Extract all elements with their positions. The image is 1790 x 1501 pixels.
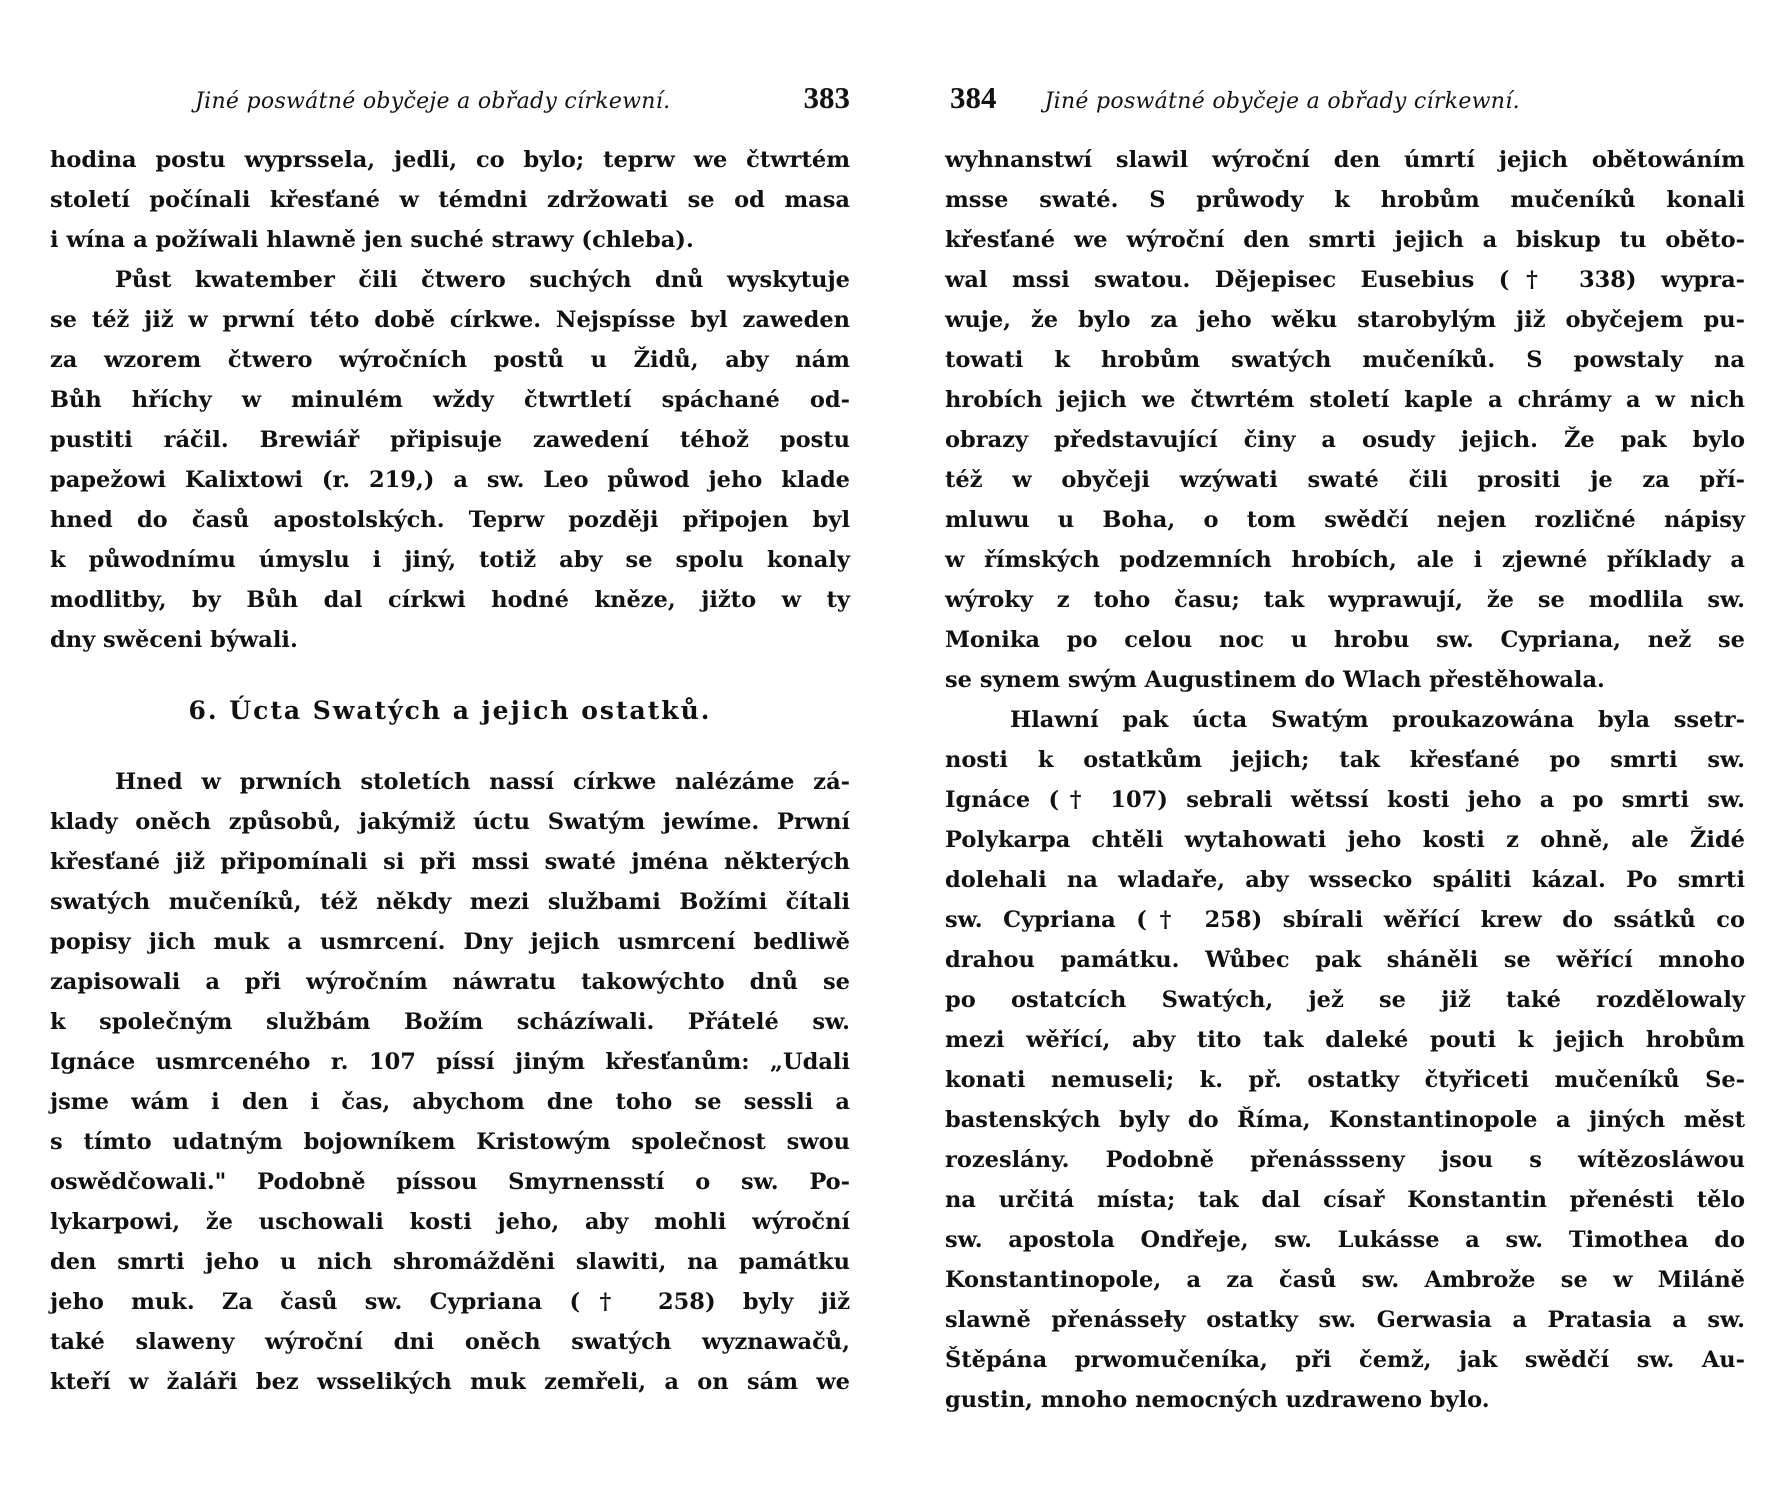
- text-line: papežowi Kalixtowi (r. 219,) a sw. Leo půwod jeho klade: [50, 467, 850, 493]
- page-number: 383: [803, 80, 850, 115]
- text-line: k půwodnímu úmyslu i jiný, totiž aby se spolu konaly: [50, 547, 850, 573]
- text-line: Konstantinopole, a za časů sw. Ambrože se w Miláně: [945, 1267, 1745, 1293]
- text-line: oswědčowali." Podobně píssou Smyrnensstí o sw. Po-: [50, 1169, 850, 1195]
- left-page-header: [195, 80, 850, 120]
- text-line: klady oněch způsobů, jakýmiž úctu Swatým jewíme. Prwní: [50, 809, 850, 835]
- text-line: století počínali křesťané w témdni zdržowati se od masa: [50, 187, 850, 213]
- text-line: se též již w prwní této době církwe. Nejspísse byl zaweden: [50, 307, 850, 333]
- text-line: Štěpána prwomučeníka, při čemž, jak swědčí sw. Au-: [945, 1347, 1745, 1373]
- text-line: k společným službám Božím scházíwali. Přátelé sw.: [50, 1009, 850, 1035]
- text-line: mluwu u Boha, o tom swědčí nejen rozličné nápisy: [945, 507, 1745, 533]
- text-line: Ignáce († 107) sebrali wětssí kosti jeho a po smrti sw.: [945, 787, 1745, 813]
- right-page-header: [950, 80, 1640, 120]
- text-line: Bůh hříchy w minulém wždy čtwrtletí spáchané od-: [50, 387, 850, 413]
- text-line: mezi wěřící, aby tito tak daleké pouti k jejich hrobům: [945, 1027, 1745, 1053]
- text-line: Monika po celou noc u hrobu sw. Cypriana, než se: [945, 627, 1745, 653]
- text-line: swatých mučeníků, též někdy mezi službami Božími čítali: [50, 889, 850, 915]
- text-line: msse swaté. S průwody k hrobům mučeníků konali: [945, 187, 1745, 213]
- text-line: po ostatcích Swatých, jež se již také rozdělowaly: [945, 987, 1745, 1013]
- text-line: popisy jich muk a usmrcení. Dny jejich usmrcení bedliwě: [50, 929, 850, 955]
- text-line: rozeslány. Podobně přenássseny jsou s wítězosláwou: [945, 1147, 1745, 1173]
- text-line: drahou památku. Wůbec pak sháněli se wěřící mnoho: [945, 947, 1745, 973]
- text-line: i wína a požíwali hlawně jen suché strawy (chleba).: [50, 227, 694, 253]
- text-line: Hned w prwních stoletích nassí církwe nalézáme zá-: [115, 769, 850, 795]
- text-line: wýroky z toho času; tak wyprawují, že se modlila sw.: [945, 587, 1745, 613]
- text-line: dny swěceni býwali.: [50, 627, 298, 653]
- text-line: též w obyčeji wzýwati swaté čili prositi je za pří-: [945, 467, 1745, 493]
- left-page-body: [50, 140, 850, 1402]
- text-line: w římských podzemních hrobích, ale i zjewné příklady a: [945, 547, 1745, 573]
- text-line: modlitby, by Bůh dal církwi hodné kněze, jižto w ty: [50, 587, 850, 613]
- text-line: gustin, mnoho nemocných uzdraweno bylo.: [945, 1387, 1490, 1413]
- text-line: obrazy představující činy a osudy jejich. Že pak bylo: [945, 427, 1745, 453]
- text-line: nosti k ostatkům jejich; tak křesťané po smrti sw.: [945, 747, 1745, 773]
- text-line: se synem swým Augustinem do Wlach přestěhowala.: [945, 667, 1605, 693]
- text-line: sw. Cypriana († 258) sbírali wěřící krew do ssátků co: [945, 907, 1745, 933]
- text-line: také slaweny wýroční dni oněch swatých wyznawačů,: [50, 1329, 850, 1355]
- text-line: s tímto udatným bojowníkem Kristowým společnost swou: [50, 1129, 850, 1155]
- text-line: wuje, že bylo za jeho wěku starobylým již obyčejem pu-: [945, 307, 1745, 333]
- text-line: bastenských byly do Říma, Konstantinopole a jiných měst: [945, 1107, 1745, 1133]
- text-line: na určitá místa; tak dal císař Konstantin přenésti tělo: [945, 1187, 1745, 1213]
- text-line: slawně přenásseły ostatky sw. Gerwasia a Pratasia a sw.: [945, 1307, 1745, 1333]
- text-line: křesťané již připomínali si při mssi swaté jména některých: [50, 849, 850, 875]
- text-line: dolehali na wladaře, aby wssecko spáliti kázal. Po smrti: [945, 867, 1745, 893]
- text-line: den smrti jeho u nich shromážděni slawiti, na památku: [50, 1249, 850, 1275]
- text-line: za wzorem čtwero wýročních postů u Židů, aby nám: [50, 347, 850, 373]
- text-line: zapisowali a při wýročním náwratu takowýchto dnů se: [50, 969, 850, 995]
- text-line: sw. apostola Ondřeje, sw. Lukásse a sw. Timothea do: [945, 1227, 1745, 1253]
- section-heading: 6. Úcta Swatých a jejich ostatků.: [188, 696, 712, 725]
- text-line: wal mssi swatou. Dějepisec Eusebius († 338) wypra-: [945, 267, 1745, 293]
- text-line: jsme wám i den i čas, abychom dne toho se sessli a: [50, 1089, 850, 1115]
- text-line: lykarpowi, že uschowali kosti jeho, aby mohli wýroční: [50, 1209, 850, 1235]
- text-line: kteří w žaláři bez wsselikých muk zemřeli, a on sám we: [50, 1369, 850, 1395]
- text-line: pustiti ráčil. Brewiář připisuje zawedení téhož postu: [50, 427, 850, 453]
- running-title: Jiné poswátné obyčeje a obřady církewní.: [195, 89, 671, 114]
- text-line: hrobích jejich we čtwrtém století kaple a chrámy a w nich: [945, 387, 1745, 413]
- page-number: 384: [950, 80, 997, 115]
- text-line: Polykarpa chtěli wytahowati jeho kosti z ohně, ale Židé: [945, 827, 1745, 853]
- text-line: hned do časů apostolských. Teprw později připojen byl: [50, 507, 850, 533]
- text-line: hodina postu wyprssela, jedli, co bylo; teprw we čtwrtém: [50, 147, 850, 173]
- right-page-body: [945, 140, 1745, 1420]
- text-line: Půst kwatember čili čtwero suchých dnů wyskytuje: [115, 267, 850, 293]
- text-line: towati k hrobům swatých mučeníků. S powstaly na: [945, 347, 1745, 373]
- text-line: Hlawní pak úcta Swatým proukazowána byla ssetr-: [1010, 707, 1745, 733]
- text-line: Ignáce usmrceného r. 107 píssí jiným křesťanům: „Udali: [50, 1049, 850, 1075]
- right-page: [895, 0, 1790, 1501]
- text-line: konati nemuseli; k. př. ostatky čtyřiceti mučeníků Se-: [945, 1067, 1745, 1093]
- text-line: křesťané we wýroční den smrti jejich a biskup tu obětо-: [945, 227, 1745, 253]
- text-line: jeho muk. Za časů sw. Cypriana († 258) byly již: [50, 1289, 850, 1315]
- text-line: wyhnanstwí slawil wýroční den úmrtí jejich obětowáním: [945, 147, 1745, 173]
- running-title: Jiné poswátné obyčeje a obřady církewní.: [1044, 89, 1520, 114]
